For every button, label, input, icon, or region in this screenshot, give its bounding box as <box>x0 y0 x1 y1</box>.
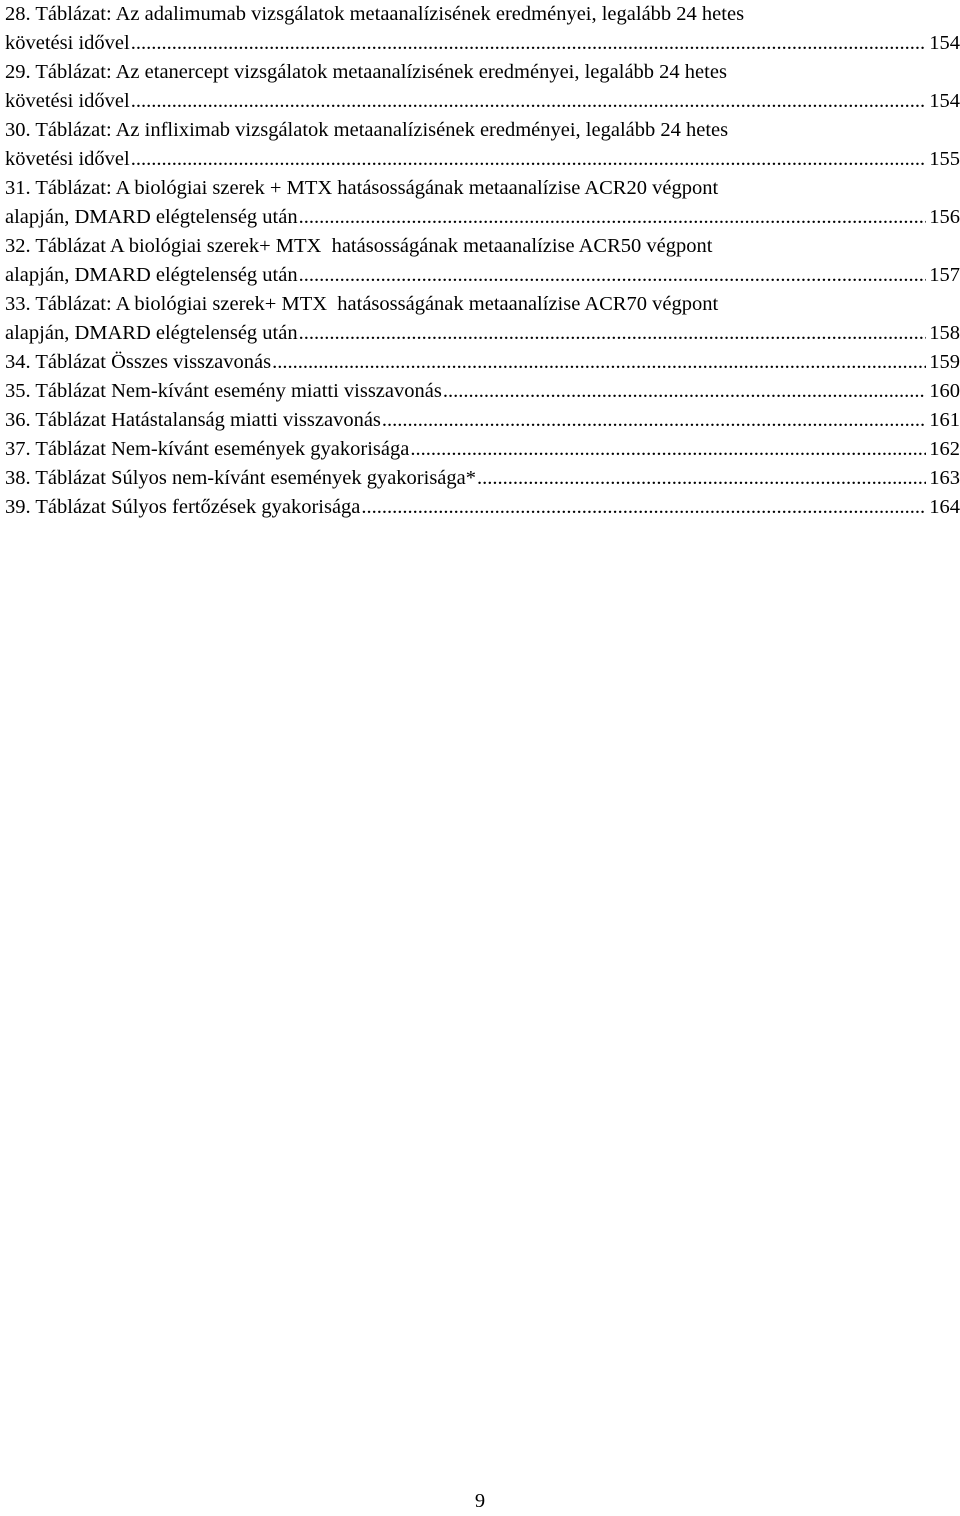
dot-leader <box>477 464 926 493</box>
toc-entry[interactable] <box>5 377 960 406</box>
toc-entry-title-line: 29. Táblázat: Az etanercept vizsgálatok metaanalízisének eredményei, legalább 24 hetes <box>5 61 727 83</box>
dot-leader <box>131 29 927 58</box>
toc-entry-page-number: 155 <box>929 148 960 170</box>
dot-leader <box>272 348 926 377</box>
toc-entry-title-end: alapján, DMARD elégtelenség után <box>5 322 298 344</box>
toc-entry[interactable] <box>5 493 960 522</box>
toc-entry[interactable] <box>5 464 960 493</box>
toc-entry-page-number: 157 <box>929 264 960 286</box>
dot-leader <box>299 261 927 290</box>
toc-entry[interactable] <box>5 435 960 464</box>
toc-entry[interactable] <box>5 116 960 174</box>
toc-entry[interactable] <box>5 348 960 377</box>
toc-entry-page-number: 158 <box>929 322 960 344</box>
dot-leader <box>410 435 926 464</box>
toc-entry[interactable] <box>5 232 960 290</box>
toc-entry[interactable] <box>5 290 960 348</box>
toc-entry-title: 38. Táblázat Súlyos nem-kívánt események gyakorisága* <box>5 467 476 489</box>
dot-leader <box>299 203 927 232</box>
toc-entry-title-line: 31. Táblázat: A biológiai szerek + MTX hatásosságának metaanalízise ACR20 végpont <box>5 177 719 199</box>
toc-entry-page-number: 156 <box>929 206 960 228</box>
dot-leader <box>131 145 927 174</box>
toc-entry-title-end: követési idővel <box>5 148 130 170</box>
table-of-tables <box>5 0 960 522</box>
toc-entry[interactable] <box>5 174 960 232</box>
toc-entry-title: 39. Táblázat Súlyos fertőzések gyakorisága <box>5 496 361 518</box>
toc-entry-title-line: 32. Táblázat A biológiai szerek+ MTX hatásosságának metaanalízise ACR50 végpont <box>5 235 713 257</box>
dot-leader <box>131 87 927 116</box>
toc-entry[interactable] <box>5 0 960 58</box>
toc-entry-page-number: 159 <box>929 351 960 373</box>
toc-entry-page-number: 160 <box>929 380 960 402</box>
toc-entry-title-line: 28. Táblázat: Az adalimumab vizsgálatok metaanalízisének eredményei, legalább 24 hetes <box>5 3 745 25</box>
toc-entry-title: 35. Táblázat Nem-kívánt esemény miatti visszavonás <box>5 380 442 402</box>
toc-entry[interactable] <box>5 406 960 435</box>
toc-entry-title-line: 33. Táblázat: A biológiai szerek+ MTX hatásosságának metaanalízise ACR70 végpont <box>5 293 719 315</box>
page-number: 9 <box>474 1490 486 1512</box>
toc-entry-title-end: követési idővel <box>5 90 130 112</box>
toc-entry-page-number: 154 <box>929 90 960 112</box>
toc-entry-page-number: 163 <box>929 467 960 489</box>
toc-entry-title-end: követési idővel <box>5 32 130 54</box>
toc-entry[interactable] <box>5 58 960 116</box>
dot-leader <box>443 377 926 406</box>
toc-entry-title: 34. Táblázat Összes visszavonás <box>5 351 272 373</box>
dot-leader <box>299 319 927 348</box>
toc-entry-page-number: 154 <box>929 32 960 54</box>
toc-entry-title: 36. Táblázat Hatástalanság miatti visszavonás <box>5 409 381 431</box>
dot-leader <box>361 493 926 522</box>
toc-entry-title: 37. Táblázat Nem-kívánt események gyakorisága <box>5 438 410 460</box>
toc-entry-page-number: 162 <box>929 438 960 460</box>
dot-leader <box>382 406 926 435</box>
toc-entry-title-end: alapján, DMARD elégtelenség után <box>5 206 298 228</box>
toc-entry-title-end: alapján, DMARD elégtelenség után <box>5 264 298 286</box>
toc-entry-title-line: 30. Táblázat: Az infliximab vizsgálatok metaanalízisének eredményei, legalább 24 hetes <box>5 119 729 141</box>
toc-entry-page-number: 164 <box>929 496 960 518</box>
toc-entry-page-number: 161 <box>929 409 960 431</box>
